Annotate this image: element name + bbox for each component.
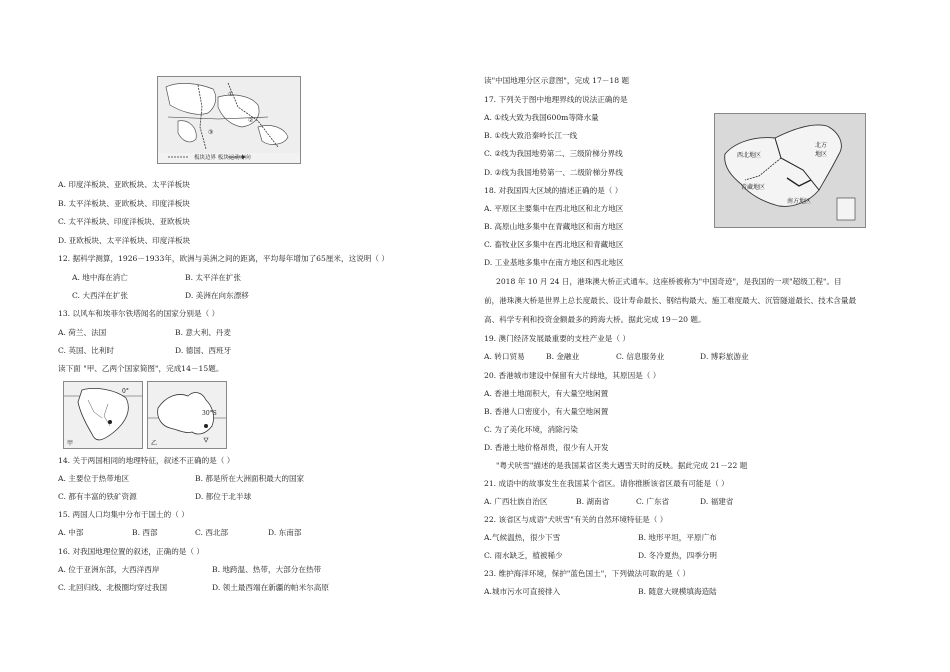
q18-option-c: C. 畜牧业区多集中在西北地区和青藏地区 bbox=[484, 240, 624, 249]
country-yi-figure bbox=[147, 381, 227, 449]
q21-option-d: D. 福建省 bbox=[700, 497, 734, 506]
plate-map-caption: 板块边界 板块运动方向 bbox=[194, 155, 251, 161]
q15-option-c: C. 西北部 bbox=[195, 528, 229, 537]
passage-21: "粤犬吠雪"描述的是我国某省区类大遇雪天时的反映。据此完成 21－22 题 bbox=[496, 461, 748, 470]
q15-stem: 15. 两国人口均集中分布于国土的（ ） bbox=[58, 510, 189, 519]
china-regions-svg bbox=[715, 114, 865, 227]
plate-label-1: ① bbox=[228, 91, 234, 98]
country-jia-figure bbox=[63, 381, 143, 449]
q17-stem: 17. 下列关于图中地理界线的说法正确的是 bbox=[484, 95, 628, 104]
q12-option-c: C. 大西洋在扩张 bbox=[72, 291, 128, 300]
plate-label-2: ② bbox=[248, 117, 254, 124]
q16-option-c: C. 北回归线、北极圈均穿过我国 bbox=[58, 583, 168, 592]
region-northwest-label: 西北地区 bbox=[737, 152, 762, 159]
q15-option-a: A. 中部 bbox=[58, 528, 84, 537]
q11-option-d: D. 亚欧板块、太平洋板块、印度洋板块 bbox=[58, 236, 191, 245]
q12-stem: 12. 据科学测算，1926－1933年，欧洲与美洲之间的距离，平均每年增加了65厘米，这说明（ ） bbox=[58, 254, 389, 263]
q17-option-c: C. ②线为我国地势第二、三级阶梯分界线 bbox=[484, 149, 623, 158]
china-regions-figure bbox=[714, 113, 866, 228]
q11-option-a: A. 印度洋板块、亚欧板块、太平洋板块 bbox=[58, 180, 190, 189]
q19-option-d: D. 博彩旅游业 bbox=[700, 352, 749, 361]
passage-19-line-1: 2018 年 10 月 24 日，港珠澳大桥正式通车。这座桥被称为"中国奇迹"，是我国的一项"超级工程"。目 bbox=[496, 277, 842, 286]
country-jia-svg bbox=[64, 382, 142, 448]
q16-stem: 16. 对我国地理位置的叙述，正确的是（ ） bbox=[58, 547, 204, 556]
q23-option-b: B. 随意大规模填海造陆 bbox=[638, 587, 717, 596]
q20-option-d: D. 香港土地价格昂贵，很少有人开发 bbox=[484, 443, 609, 452]
passage-19-line-2: 前，港珠澳大桥是世界上总长度最长、设计寿命最长、钢结构最大、施工难度最大、沉管隧道最长、技术含量最 bbox=[484, 296, 857, 305]
plate-label-3: ③ bbox=[208, 129, 214, 136]
q22-option-b: B. 地形平坦，平原广布 bbox=[638, 533, 717, 542]
q17-option-d: D. ②线为我国地势第一、二级阶梯分界线 bbox=[484, 168, 623, 177]
region-north-label: 北方地区 bbox=[815, 142, 828, 158]
q15-option-d: D. 东南部 bbox=[268, 528, 302, 537]
q22-option-d: D. 冬冷夏热，四季分明 bbox=[638, 551, 717, 560]
q19-option-b: B. 金融业 bbox=[546, 352, 580, 361]
q22-stem: 22. 该省区与成语"犬吠雪"有关的自然环境特征是（ ） bbox=[484, 515, 668, 524]
q12-option-b: B. 太平洋在扩张 bbox=[185, 273, 241, 282]
q14-stem: 14. 关于两国相同的地理特征，叙述不正确的是（ ） bbox=[58, 456, 235, 465]
q23-option-a: A.城市污水可直接排入 bbox=[484, 587, 561, 596]
q21-option-c: C. 广东省 bbox=[636, 497, 670, 506]
q16-option-b: B. 地跨温、热带，大部分在热带 bbox=[212, 565, 322, 574]
q18-stem: 18. 对我国四大区域的描述正确的是（ ） bbox=[484, 186, 623, 195]
q16-option-a: A. 位于亚洲东部，大西洋西岸 bbox=[58, 565, 160, 574]
q11-option-c: C. 太平洋板块、印度洋板块、亚欧板块 bbox=[58, 217, 190, 226]
q21-option-a: A. 广西壮族自治区 bbox=[484, 497, 548, 506]
q20-option-a: A. 香港土地面积大，有大量空地闲置 bbox=[484, 389, 609, 398]
q20-stem: 20. 香港城市建设中保留有大片绿地，其原因是（ ） bbox=[484, 371, 661, 380]
q14-option-d: D. 都位于北半球 bbox=[195, 492, 252, 501]
intro-17-18: 读"中国地理分区示意图"，完成 17－18 题 bbox=[484, 76, 630, 85]
q21-option-b: B. 湖南省 bbox=[576, 497, 610, 506]
q19-option-a: A. 转口贸易 bbox=[484, 352, 525, 361]
plate-map-svg bbox=[158, 77, 300, 163]
q21-stem: 21. 成语中的故事发生在我国某个省区。请你推断该省区最有可能是（ ） bbox=[484, 479, 729, 488]
q18-option-a: A. 平原区主要集中在西北地区和北方地区 bbox=[484, 204, 624, 213]
q22-option-c: C. 雨水缺乏，植被稀少 bbox=[484, 551, 563, 560]
country-jia-label: 甲 bbox=[67, 440, 74, 447]
q13-option-c: C. 英国、比利时 bbox=[58, 346, 114, 355]
q13-option-b: B. 意大利、丹麦 bbox=[175, 328, 231, 337]
region-south-label: 南方地区 bbox=[787, 198, 812, 205]
q20-option-c: C. 为了美化环境，消除污染 bbox=[484, 425, 578, 434]
q20-option-b: B. 香港人口密度小，有大量空地闲置 bbox=[484, 407, 609, 416]
lat-0-label: 0° bbox=[122, 388, 129, 395]
country-yi-label: 乙 bbox=[151, 440, 158, 447]
q18-option-b: B. 高原山地多集中在青藏地区和南方地区 bbox=[484, 222, 624, 231]
passage-19-line-3: 高、科学专利和投资金额最多的跨海大桥。据此完成 19－20 题。 bbox=[484, 315, 706, 324]
q14-option-a: A. 主要位于热带地区 bbox=[58, 474, 130, 483]
q17-option-a: A. ①线大致为我国600m等降水量 bbox=[484, 113, 599, 122]
plate-map-figure bbox=[157, 76, 301, 164]
lat-30s-label: 30°S bbox=[202, 410, 217, 417]
q15-option-b: B. 西部 bbox=[132, 528, 158, 537]
q19-stem: 19. 澳门经济发展最重要的支柱产业是（ ） bbox=[484, 334, 630, 343]
q18-option-d: D. 工业基地多集中在南方地区和西北地区 bbox=[484, 258, 624, 267]
q12-option-d: D. 美洲在向东漂移 bbox=[185, 291, 249, 300]
region-qingzang-label: 青藏地区 bbox=[741, 184, 766, 191]
q11-option-b: B. 太平洋板块、亚欧板块、印度洋板块 bbox=[58, 199, 190, 208]
q17-option-b: B. ①线大致沿秦岭长江一线 bbox=[484, 131, 578, 140]
q13-stem: 13. 以风车和埃菲尔铁塔闻名的国家分别是（ ） bbox=[58, 309, 220, 318]
q12-option-a: A. 地中海在消亡 bbox=[72, 273, 128, 282]
q13-option-a: A. 荷兰、法国 bbox=[58, 328, 107, 337]
q23-stem: 23. 维护海洋环境，保护"蓝色国土"，下列做法可取的是（ ） bbox=[484, 569, 691, 578]
intro-14-15: 读下面 "甲、乙两个国家简图"，完成14－15题。 bbox=[58, 364, 224, 373]
q14-option-c: C. 都有丰富的铁矿资源 bbox=[58, 492, 137, 501]
q13-option-d: D. 德国、西班牙 bbox=[175, 346, 232, 355]
q16-option-d: D. 领土最西端在新疆的帕米尔高原 bbox=[212, 583, 329, 592]
q22-option-a: A.气候温热，很少下雪 bbox=[484, 533, 561, 542]
q14-option-b: B. 都是所在大洲面积最大的国家 bbox=[195, 474, 305, 483]
q19-option-c: C. 信息服务业 bbox=[616, 352, 665, 361]
